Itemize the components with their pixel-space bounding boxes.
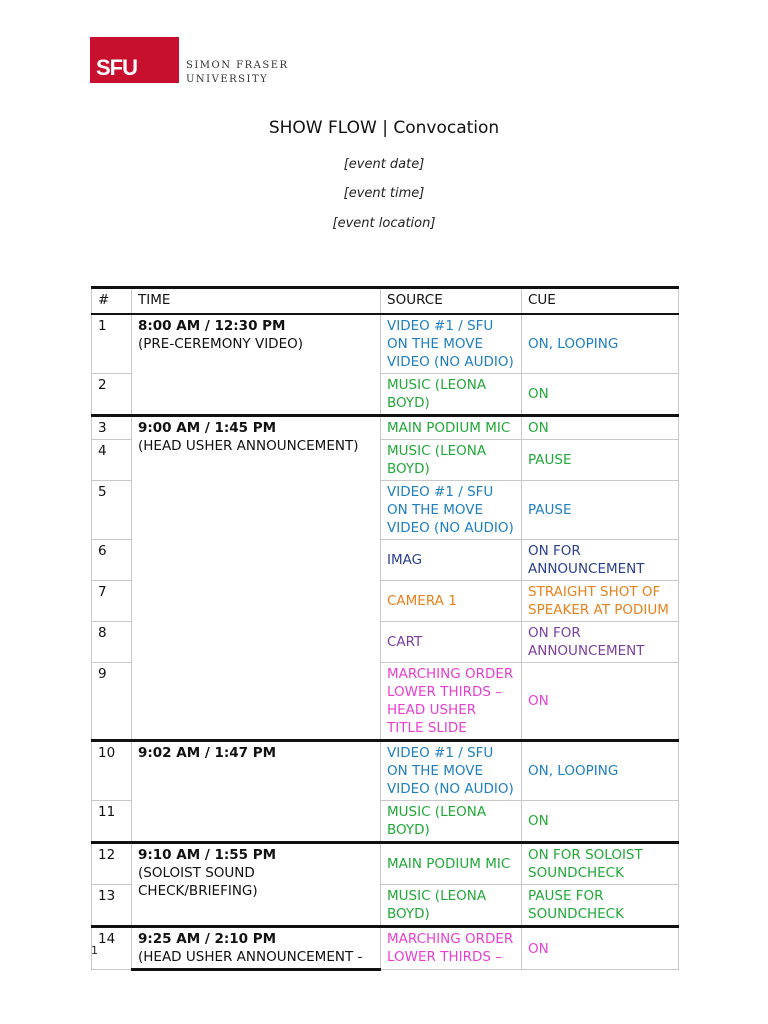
- table-row: [92, 416, 679, 440]
- row-num: 4: [92, 440, 132, 481]
- time-value: 9:10 AM / 1:55 PM: [138, 847, 277, 863]
- row-num: 5: [92, 481, 132, 540]
- row-num: 7: [92, 581, 132, 622]
- sfu-logo-mark-text: SFU: [96, 55, 137, 80]
- source-cell: MUSIC (LEONA BOYD): [381, 801, 522, 843]
- cue-cell: STRAIGHT SHOT OF SPEAKER AT PODIUM: [522, 581, 679, 622]
- event-date: [event date]: [343, 157, 425, 172]
- row-num: 1: [92, 314, 132, 374]
- source-cell: CAMERA 1: [381, 581, 522, 622]
- time-value: 8:00 AM / 12:30 PM: [138, 318, 286, 334]
- event-location: [event location]: [332, 216, 436, 231]
- source-cell: MUSIC (LEONA BOYD): [381, 440, 522, 481]
- source-cell: MAIN PODIUM MIC: [381, 843, 522, 885]
- row-num: 3: [92, 416, 132, 440]
- time-cell: [132, 741, 381, 843]
- cue-cell: ON, LOOPING: [522, 741, 679, 801]
- source-cell: MUSIC (LEONA BOYD): [381, 374, 522, 416]
- cue-cell: ON: [522, 801, 679, 843]
- time-cell: [132, 416, 381, 741]
- table-row: [92, 843, 679, 885]
- cue-cell: PAUSE: [522, 481, 679, 540]
- cue-cell: ON: [522, 416, 679, 440]
- cue-cell: ON FOR SOLOIST SOUNDCHECK: [522, 843, 679, 885]
- row-num: 13: [92, 885, 132, 927]
- row-num: 12: [92, 843, 132, 885]
- sfu-logo-mark: [90, 37, 179, 83]
- page-number: 1: [91, 944, 98, 957]
- source-cell: IMAG: [381, 540, 522, 581]
- time-note: (HEAD USHER ANNOUNCEMENT): [138, 438, 359, 454]
- row-num: 2: [92, 374, 132, 416]
- logo-wordmark-line2: UNIVERSITY: [186, 74, 269, 85]
- row-num: 6: [92, 540, 132, 581]
- cue-cell: ON FOR ANNOUNCEMENT: [522, 622, 679, 663]
- time-cell: [132, 843, 381, 927]
- table-row: [92, 741, 679, 801]
- time-note: (HEAD USHER ANNOUNCEMENT -: [138, 949, 363, 965]
- time-cell: [132, 927, 381, 970]
- time-value: 9:00 AM / 1:45 PM: [138, 420, 277, 436]
- time-value: 9:02 AM / 1:47 PM: [138, 745, 277, 761]
- source-cell: MAIN PODIUM MIC: [381, 416, 522, 440]
- row-num: 8: [92, 622, 132, 663]
- page-title: SHOW FLOW | Convocation: [268, 118, 500, 138]
- time-note: (PRE-CEREMONY VIDEO): [138, 336, 303, 352]
- time-cell: [132, 314, 381, 416]
- cue-cell: ON, LOOPING: [522, 314, 679, 374]
- source-cell: MARCHING ORDER LOWER THIRDS – HEAD USHER TITLE SLIDE: [381, 663, 522, 741]
- header-num: #: [92, 288, 132, 315]
- table-row: [92, 314, 679, 374]
- source-cell: CART: [381, 622, 522, 663]
- row-num: 11: [92, 801, 132, 843]
- source-cell: MUSIC (LEONA BOYD): [381, 885, 522, 927]
- event-time: [event time]: [343, 186, 425, 201]
- table-row: [92, 927, 679, 970]
- cue-cell: ON FOR ANNOUNCEMENT: [522, 540, 679, 581]
- header-time: TIME: [132, 288, 381, 315]
- row-num: 9: [92, 663, 132, 741]
- source-cell: MARCHING ORDER LOWER THIRDS –: [381, 927, 522, 970]
- source-cell: VIDEO #1 / SFU ON THE MOVE VIDEO (NO AUDIO): [381, 314, 522, 374]
- source-cell: VIDEO #1 / SFU ON THE MOVE VIDEO (NO AUDIO): [381, 741, 522, 801]
- time-note: (SOLOIST SOUND CHECK/BRIEFING): [138, 865, 258, 899]
- cue-cell: ON: [522, 374, 679, 416]
- row-num: 10: [92, 741, 132, 801]
- logo-wordmark-line1: SIMON FRASER: [186, 60, 289, 71]
- time-value: 9:25 AM / 2:10 PM: [138, 931, 277, 947]
- header-cue: CUE: [522, 288, 679, 315]
- header-source: SOURCE: [381, 288, 522, 315]
- cue-cell: ON: [522, 663, 679, 741]
- sfu-logo: [90, 37, 289, 85]
- table-header-row: [92, 288, 679, 315]
- cue-cell: PAUSE: [522, 440, 679, 481]
- show-flow-table: [91, 286, 679, 971]
- source-cell: VIDEO #1 / SFU ON THE MOVE VIDEO (NO AUDIO): [381, 481, 522, 540]
- cue-cell: ON: [522, 927, 679, 970]
- cue-cell: PAUSE FOR SOUNDCHECK: [522, 885, 679, 927]
- row-num: 14: [92, 927, 132, 970]
